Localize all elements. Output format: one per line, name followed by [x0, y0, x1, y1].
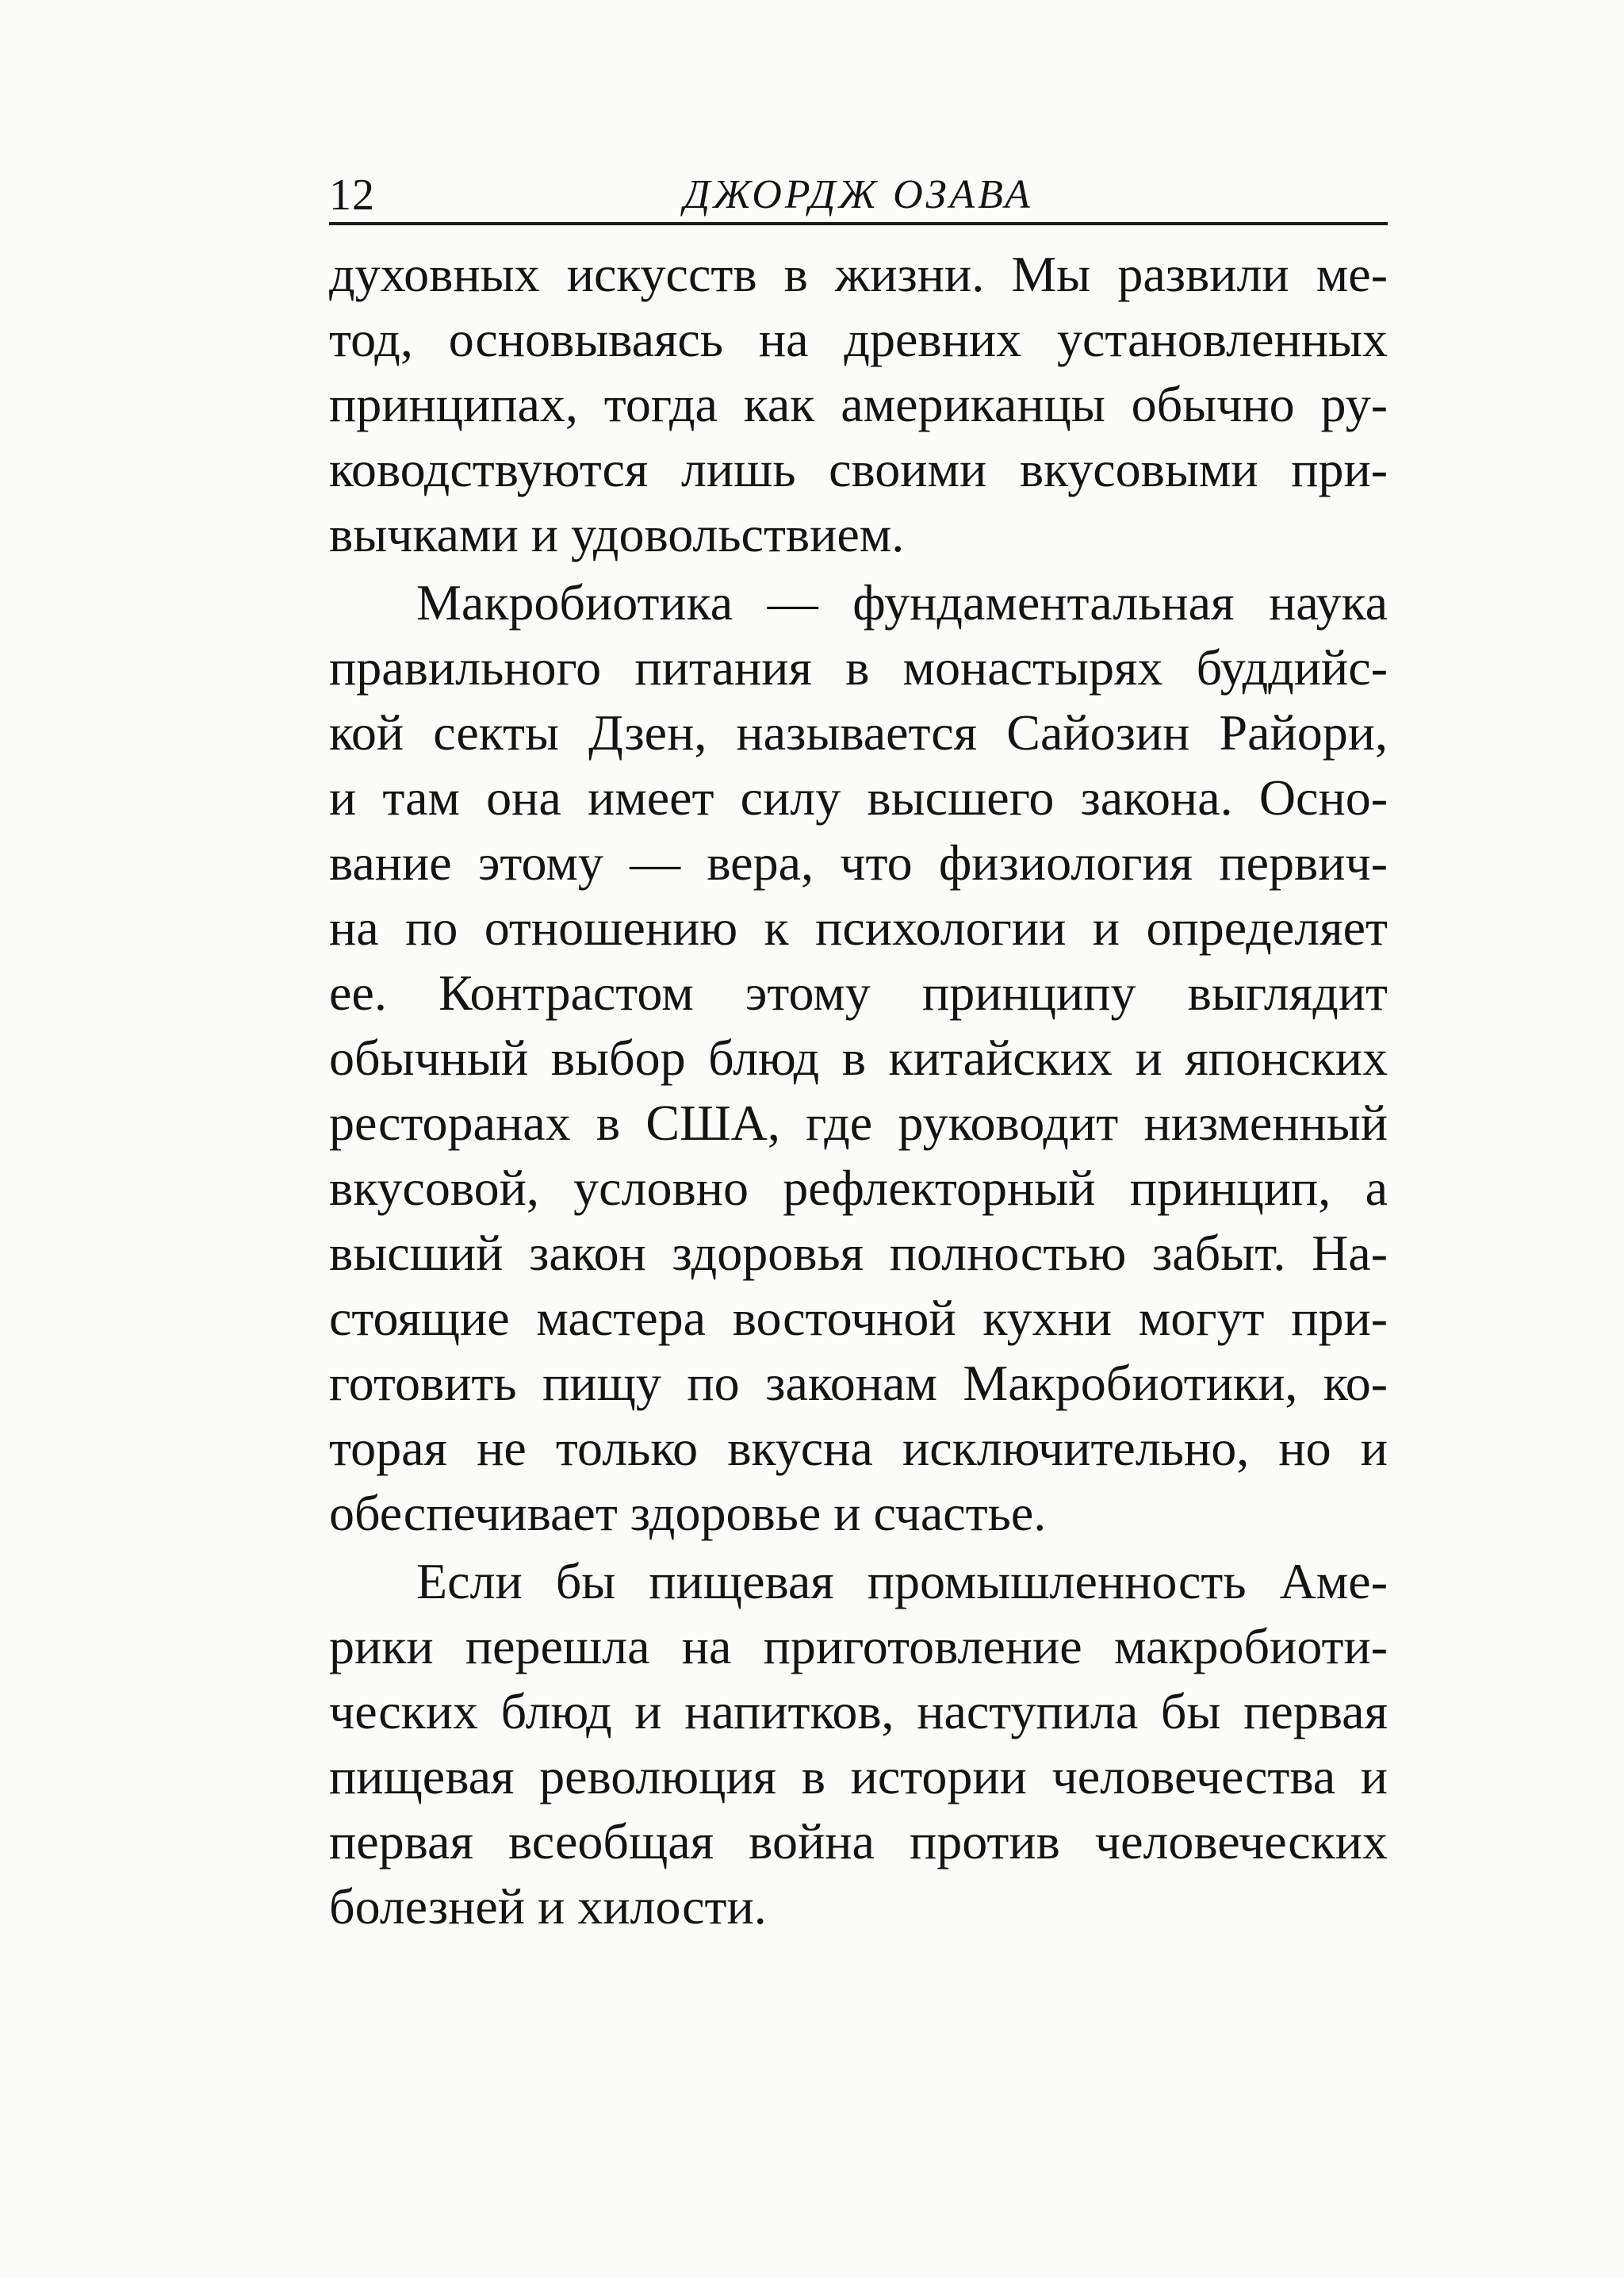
text-line: вычками и удовольствием.: [329, 506, 905, 562]
paragraph: [329, 570, 1388, 1546]
text-line: ководствуются лишь своими вкусовыми при-: [329, 441, 1388, 497]
text-line: и там она имеет силу высшего закона. Осно-: [329, 769, 1388, 826]
page-number: 12: [329, 171, 375, 220]
paragraph: [329, 1549, 1388, 1939]
text-line: на по отношению к психологии и определяет: [329, 899, 1388, 956]
text-line: первая всеобщая война против человеческих: [329, 1813, 1388, 1870]
text-line: ресторанах в США, где руководит низменный: [329, 1095, 1388, 1151]
paragraph: [329, 242, 1388, 567]
body-text: [329, 242, 1388, 1939]
running-title: ДЖОРДЖ ОЗАВА: [684, 172, 1033, 217]
text-line: правильного питания в монастырях буддийс-: [329, 639, 1388, 696]
text-line: ее. Контрастом этому принципу выглядит: [329, 965, 1388, 1021]
text-line: Макробиотика — фундаментальная наука: [416, 574, 1388, 631]
text-line: готовить пищу по законам Макробиотики, ко-: [329, 1355, 1388, 1411]
text-line: вание этому — вера, что физиология первич-: [329, 834, 1388, 891]
text-line: Если бы пищевая промышленность Аме-: [416, 1553, 1388, 1609]
text-line: обеспечивает здоровье и счастье.: [329, 1485, 1047, 1541]
page-header: [329, 163, 1388, 227]
text-line: кой секты Дзен, называется Сайозин Райори,: [329, 704, 1388, 761]
text-line: стоящие мастера восточной кухни могут при-: [329, 1290, 1388, 1346]
text-line: тод, основываясь на древних установленных: [329, 311, 1388, 367]
header-rule: [329, 222, 1388, 225]
text-line: высший закон здоровья полностью забыт. На-: [329, 1225, 1388, 1281]
text-line: духовных искусств в жизни. Мы развили ме-: [329, 246, 1388, 302]
text-line: болезней и хилости.: [329, 1878, 767, 1935]
text-line: обычный выбор блюд в китайских и японских: [329, 1030, 1388, 1086]
text-line: принципах, тогда как американцы обычно ру-: [329, 376, 1388, 432]
text-line: рики перешла на приготовление макробиоти-: [329, 1618, 1388, 1674]
text-line: торая не только вкусна исключительно, но и: [329, 1420, 1388, 1476]
text-line: ческих блюд и напитков, наступила бы первая: [329, 1683, 1388, 1739]
text-line: вкусовой, условно рефлекторный принцип, а: [329, 1160, 1388, 1216]
text-line: пищевая революция в истории человечества и: [329, 1748, 1388, 1804]
